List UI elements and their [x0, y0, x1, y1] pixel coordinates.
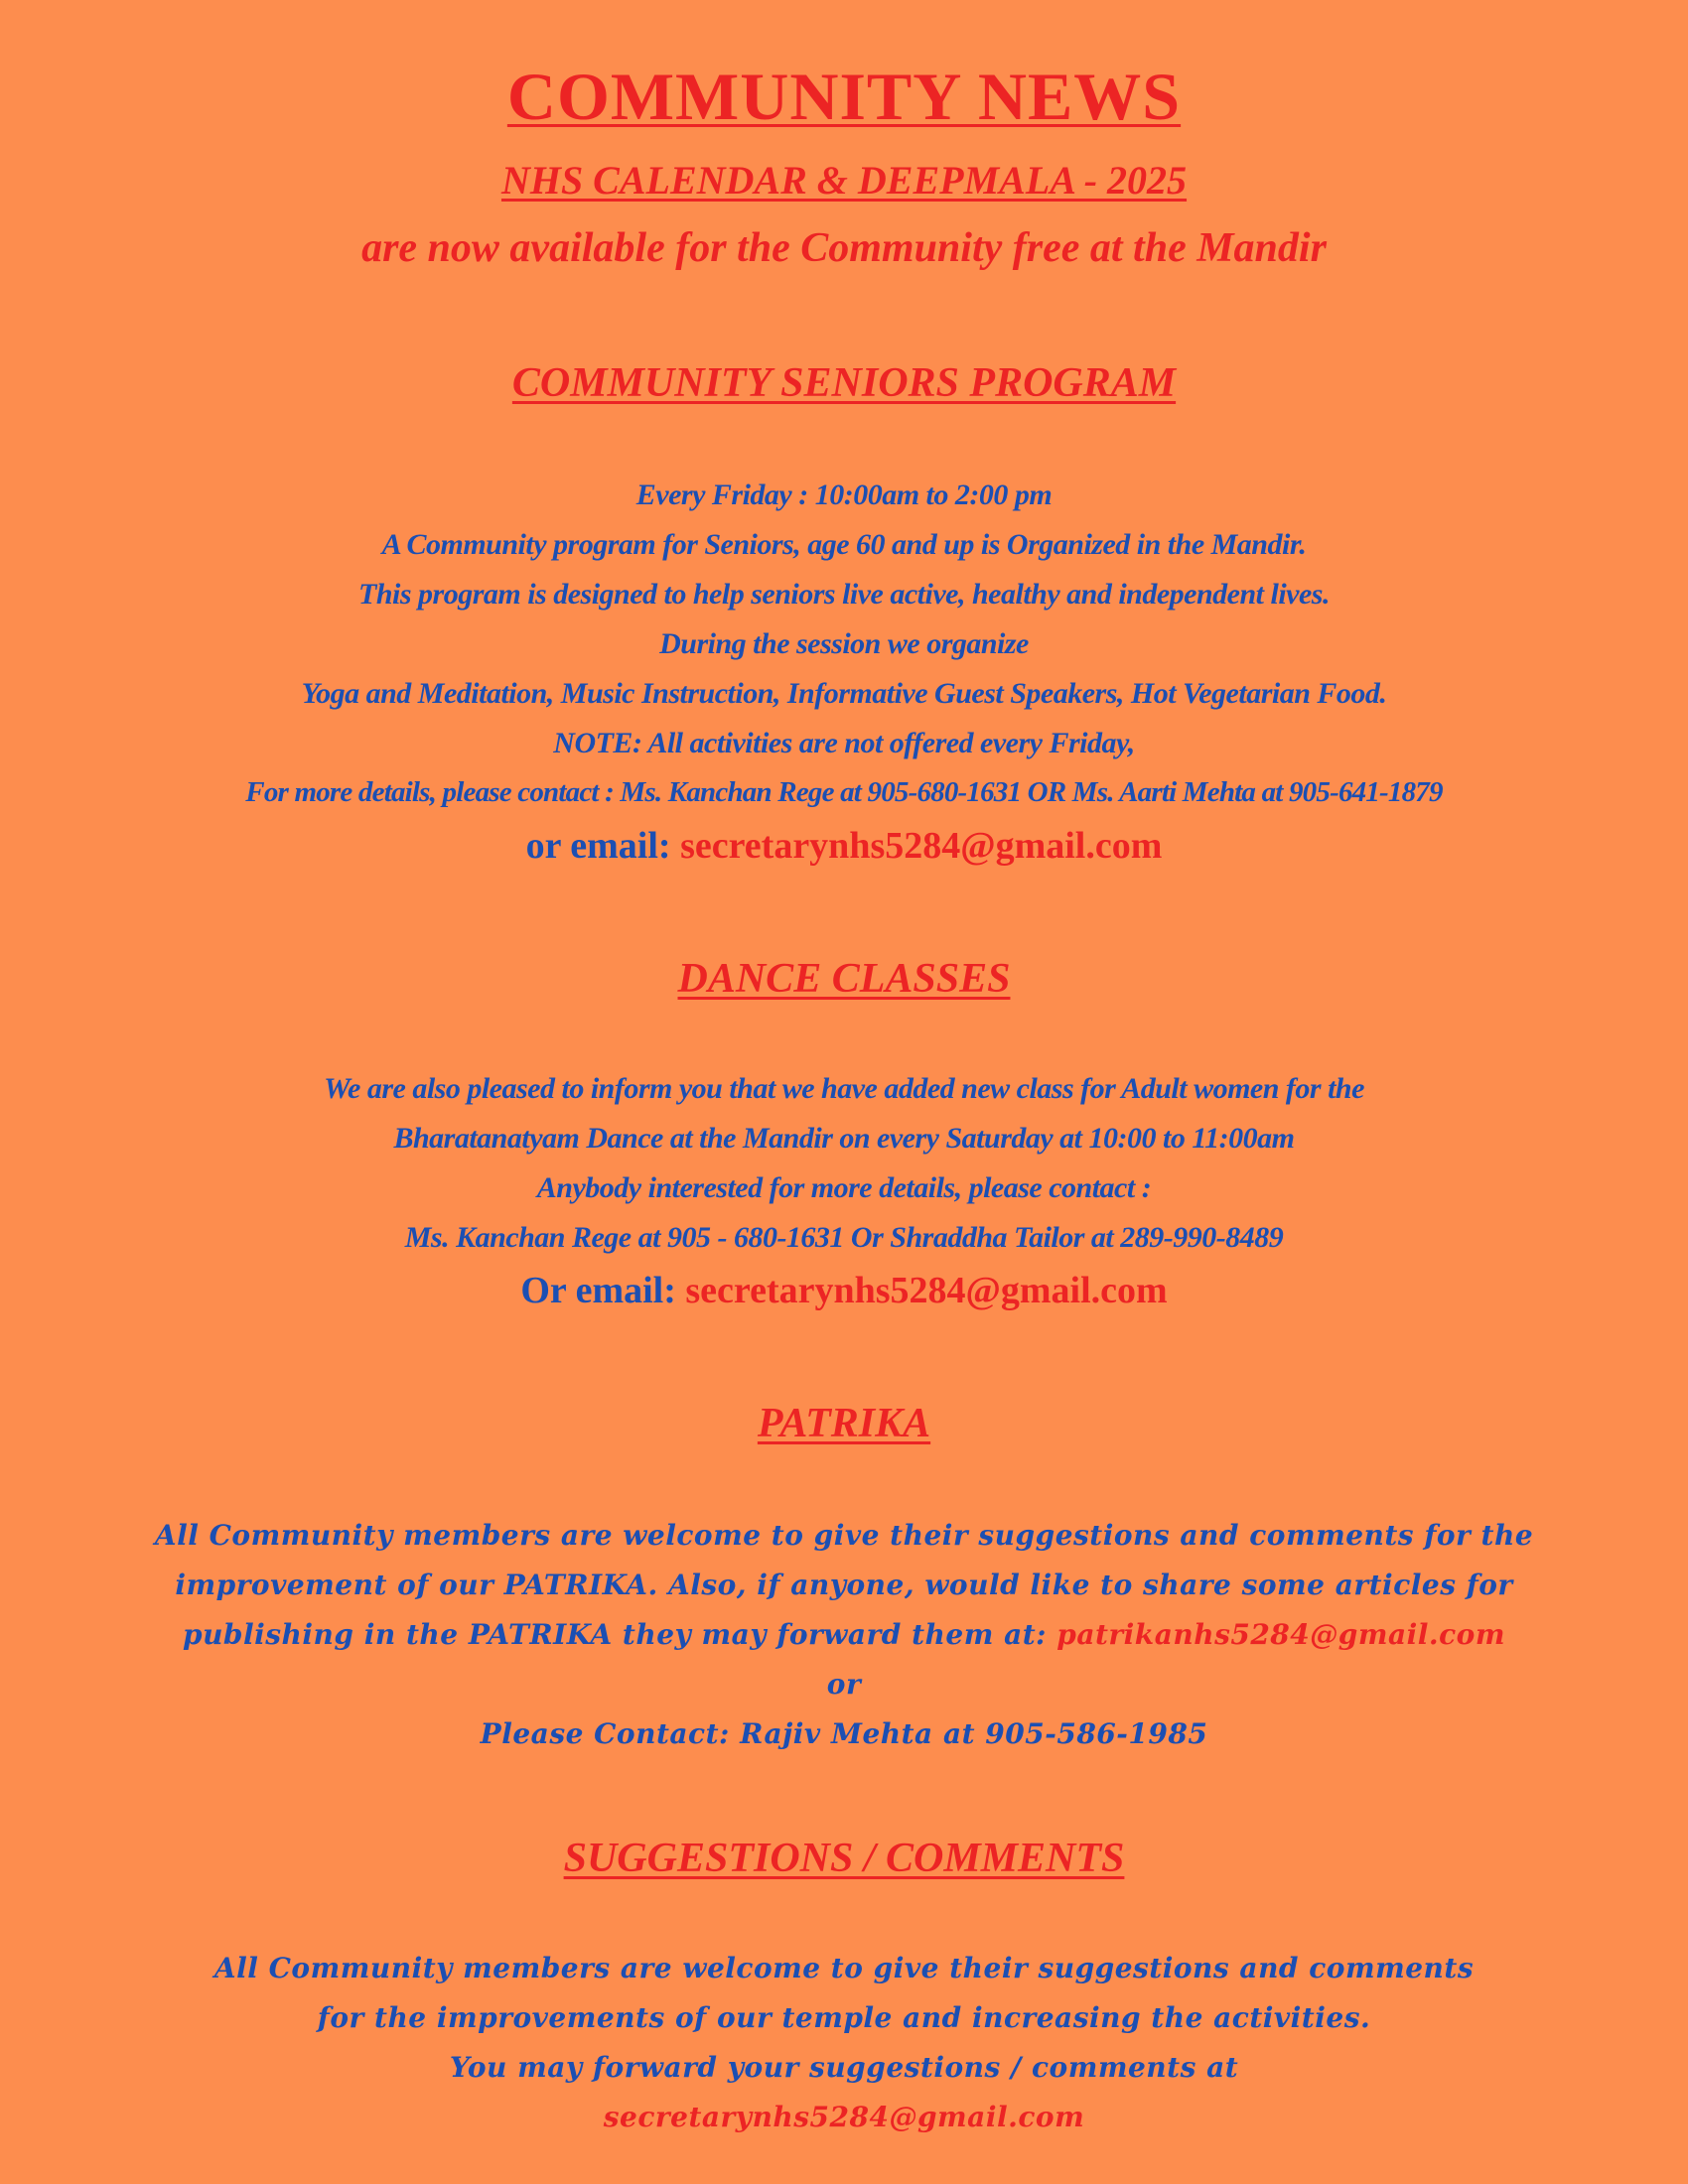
dance-heading: DANCE CLASSES [677, 956, 1011, 1002]
dance-line: Ms. Kanchan Rege at 905 - 680-1631 Or Shraddha Tailor at 289-990-8489 [404, 1221, 1284, 1254]
suggestions-heading: SUGGESTIONS / COMMENTS [563, 1836, 1125, 1881]
email-label: or email: [525, 825, 671, 867]
patrika-heading: PATRIKA [757, 1401, 931, 1446]
seniors-line: During the session we organize [659, 627, 1029, 660]
seniors-email-link[interactable]: secretarynhs5284@gmail.com [680, 825, 1163, 867]
patrika-contact: Please Contact: Rajiv Mehta at 905-586-1985 [480, 1717, 1208, 1750]
seniors-line: Every Friday : 10:00am to 2:00 pm [635, 478, 1053, 511]
seniors-line: A Community program for Seniors, age 60 and up is Organized in the Mandir. [381, 528, 1307, 561]
dance-line: Anybody interested for more details, please contact : [536, 1171, 1152, 1204]
seniors-email-line [0, 824, 1688, 868]
seniors-contact-line: For more details, please contact : Ms. Kanchan Rege at 905-680-1631 OR Ms. Aarti Mehta at 905-641-1879 [245, 776, 1443, 808]
suggestions-email-link[interactable]: secretarynhs5284@gmail.com [603, 2101, 1085, 2133]
patrika-line-email [0, 1618, 1688, 1651]
dance-email-link[interactable]: secretarynhs5284@gmail.com [685, 1270, 1168, 1311]
patrika-email-link[interactable]: patrikanhs5284@gmail.com [1056, 1618, 1505, 1651]
patrika-or: or [826, 1668, 862, 1701]
suggestions-line: All Community members are welcome to give their suggestions and comments [213, 1952, 1475, 1984]
suggestions-line: for the improvements of our temple and increasing the activities. [317, 2001, 1371, 2034]
seniors-heading: COMMUNITY SENIORS PROGRAM [511, 360, 1177, 406]
dance-line: Bharatanatyam Dance at the Mandir on every Saturday at 10:00 to 11:00am [393, 1122, 1295, 1155]
dance-line: We are also pleased to inform you that we have added new class for Adult women for the [324, 1072, 1364, 1105]
page-title: COMMUNITY NEWS [506, 59, 1182, 134]
dance-email-line [0, 1269, 1688, 1312]
email-label: Or email: [520, 1270, 676, 1311]
availability-text: are now available for the Community free at the Mandir [361, 225, 1327, 271]
patrika-line: improvement of our PATRIKA. Also, if anyone, would like to share some articles for [175, 1569, 1513, 1601]
patrika-line-prefix: publishing in the PATRIKA they may forward them at: [183, 1618, 1048, 1651]
seniors-line: This program is designed to help seniors live active, healthy and independent lives. [358, 578, 1330, 611]
suggestions-line: You may forward your suggestions / comments at [449, 2051, 1239, 2084]
calendar-heading: NHS CALENDAR & DEEPMALA - 2025 [500, 158, 1188, 203]
seniors-line: Yoga and Meditation, Music Instruction, Informative Guest Speakers, Hot Vegetarian Food. [301, 677, 1387, 710]
seniors-line: NOTE: All activities are not offered every Friday, [553, 727, 1135, 759]
patrika-line: All Community members are welcome to give their suggestions and comments for the [154, 1519, 1534, 1552]
